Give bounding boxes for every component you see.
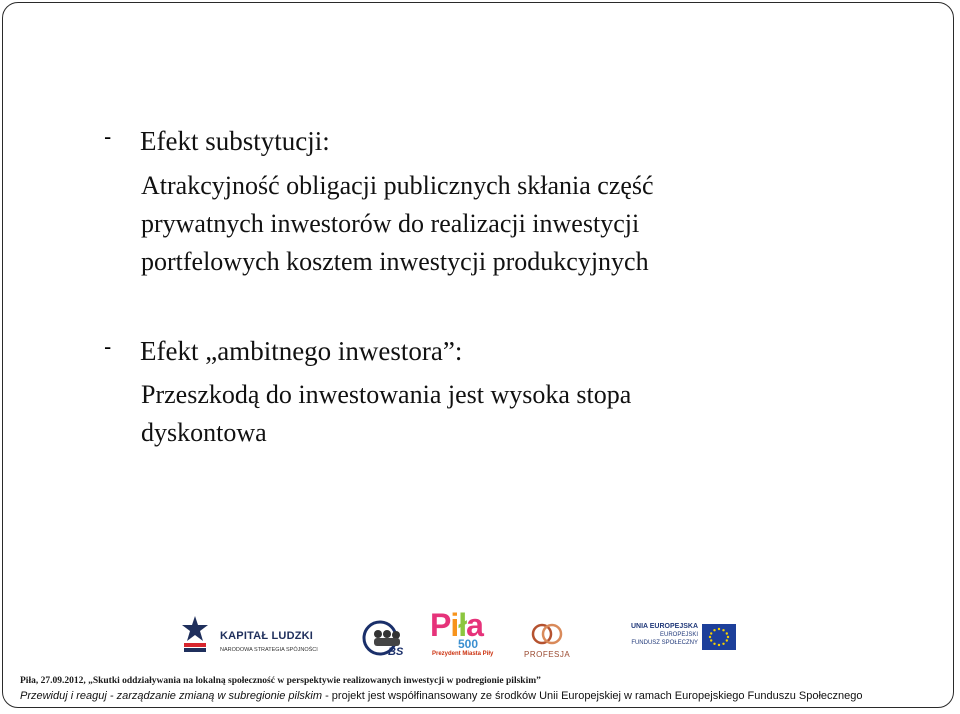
eu-flag-icon: [702, 624, 736, 650]
footer-funding-note: - projekt jest współfinansowany ze środków Unii Europejskiej w ramach Europejskiego Funduszu Społecznego: [322, 690, 863, 702]
paragraph-ambitny-inwestor: [141, 376, 631, 452]
pila-caption: Prezydent Miasta Piły: [432, 651, 494, 657]
cbs-text: BS: [388, 646, 404, 658]
profesja-text: PROFESJA: [524, 650, 571, 659]
eu-logo: [608, 622, 732, 658]
pila-badge: 500: [458, 637, 479, 651]
eu-line-2: EUROPEJSKI: [659, 632, 698, 638]
paragraph-line: portfelowych kosztem inwestycji produkcyjnych: [141, 247, 649, 276]
kapital-ludzki-logo: [182, 616, 322, 660]
paragraph-line: Atrakcyjność obligacji publicznych skłania część: [141, 171, 654, 200]
eu-text-block: [608, 622, 698, 647]
paragraph-line: dyskontowa: [141, 418, 267, 447]
heading-substytucja: Efekt substytucji:: [140, 126, 330, 156]
paragraph-line: Przeszkodą do inwestowania jest wysoka stopa: [141, 380, 632, 409]
pila-word: Piła: [430, 607, 483, 643]
footer-project-title: Przewiduj i reaguj - zarządzanie zmianą w subregionie pilskim: [20, 690, 323, 702]
bullet-dash-1: -: [104, 124, 112, 149]
eu-line-1: UNIA EUROPEJSKA: [630, 623, 698, 630]
kapital-ludzki-title: KAPITAŁ LUDZKI: [220, 630, 314, 642]
footer-project-line: [20, 690, 863, 702]
kapital-ludzki-subtitle: NARODOWA STRATEGIA SPÓJNOŚCI: [220, 647, 318, 653]
cbs-emblem-icon: [360, 618, 412, 660]
profesja-logo: [524, 620, 572, 662]
paragraph-line: prywatnych inwestorów do realizacji inwestycji: [141, 209, 640, 238]
paragraph-substytucja: [141, 167, 654, 281]
bullet-dash-2: -: [104, 334, 112, 359]
kapital-ludzki-emblem-icon: [182, 616, 208, 654]
pila-500-logo: [430, 607, 506, 667]
cbs-logo: [360, 618, 412, 660]
profesja-emblem-icon: [528, 620, 568, 648]
eu-line-3: FUNDUSZ SPOŁECZNY: [631, 640, 698, 646]
heading-ambitny-inwestor: Efekt „ambitnego inwestora”:: [140, 336, 463, 366]
footer-event-line: Piła, 27.09.2012, „Skutki oddziaływania na lokalną społeczność w perspektywie realizowanych inwestycji w podregionie pilskim”: [20, 676, 541, 686]
